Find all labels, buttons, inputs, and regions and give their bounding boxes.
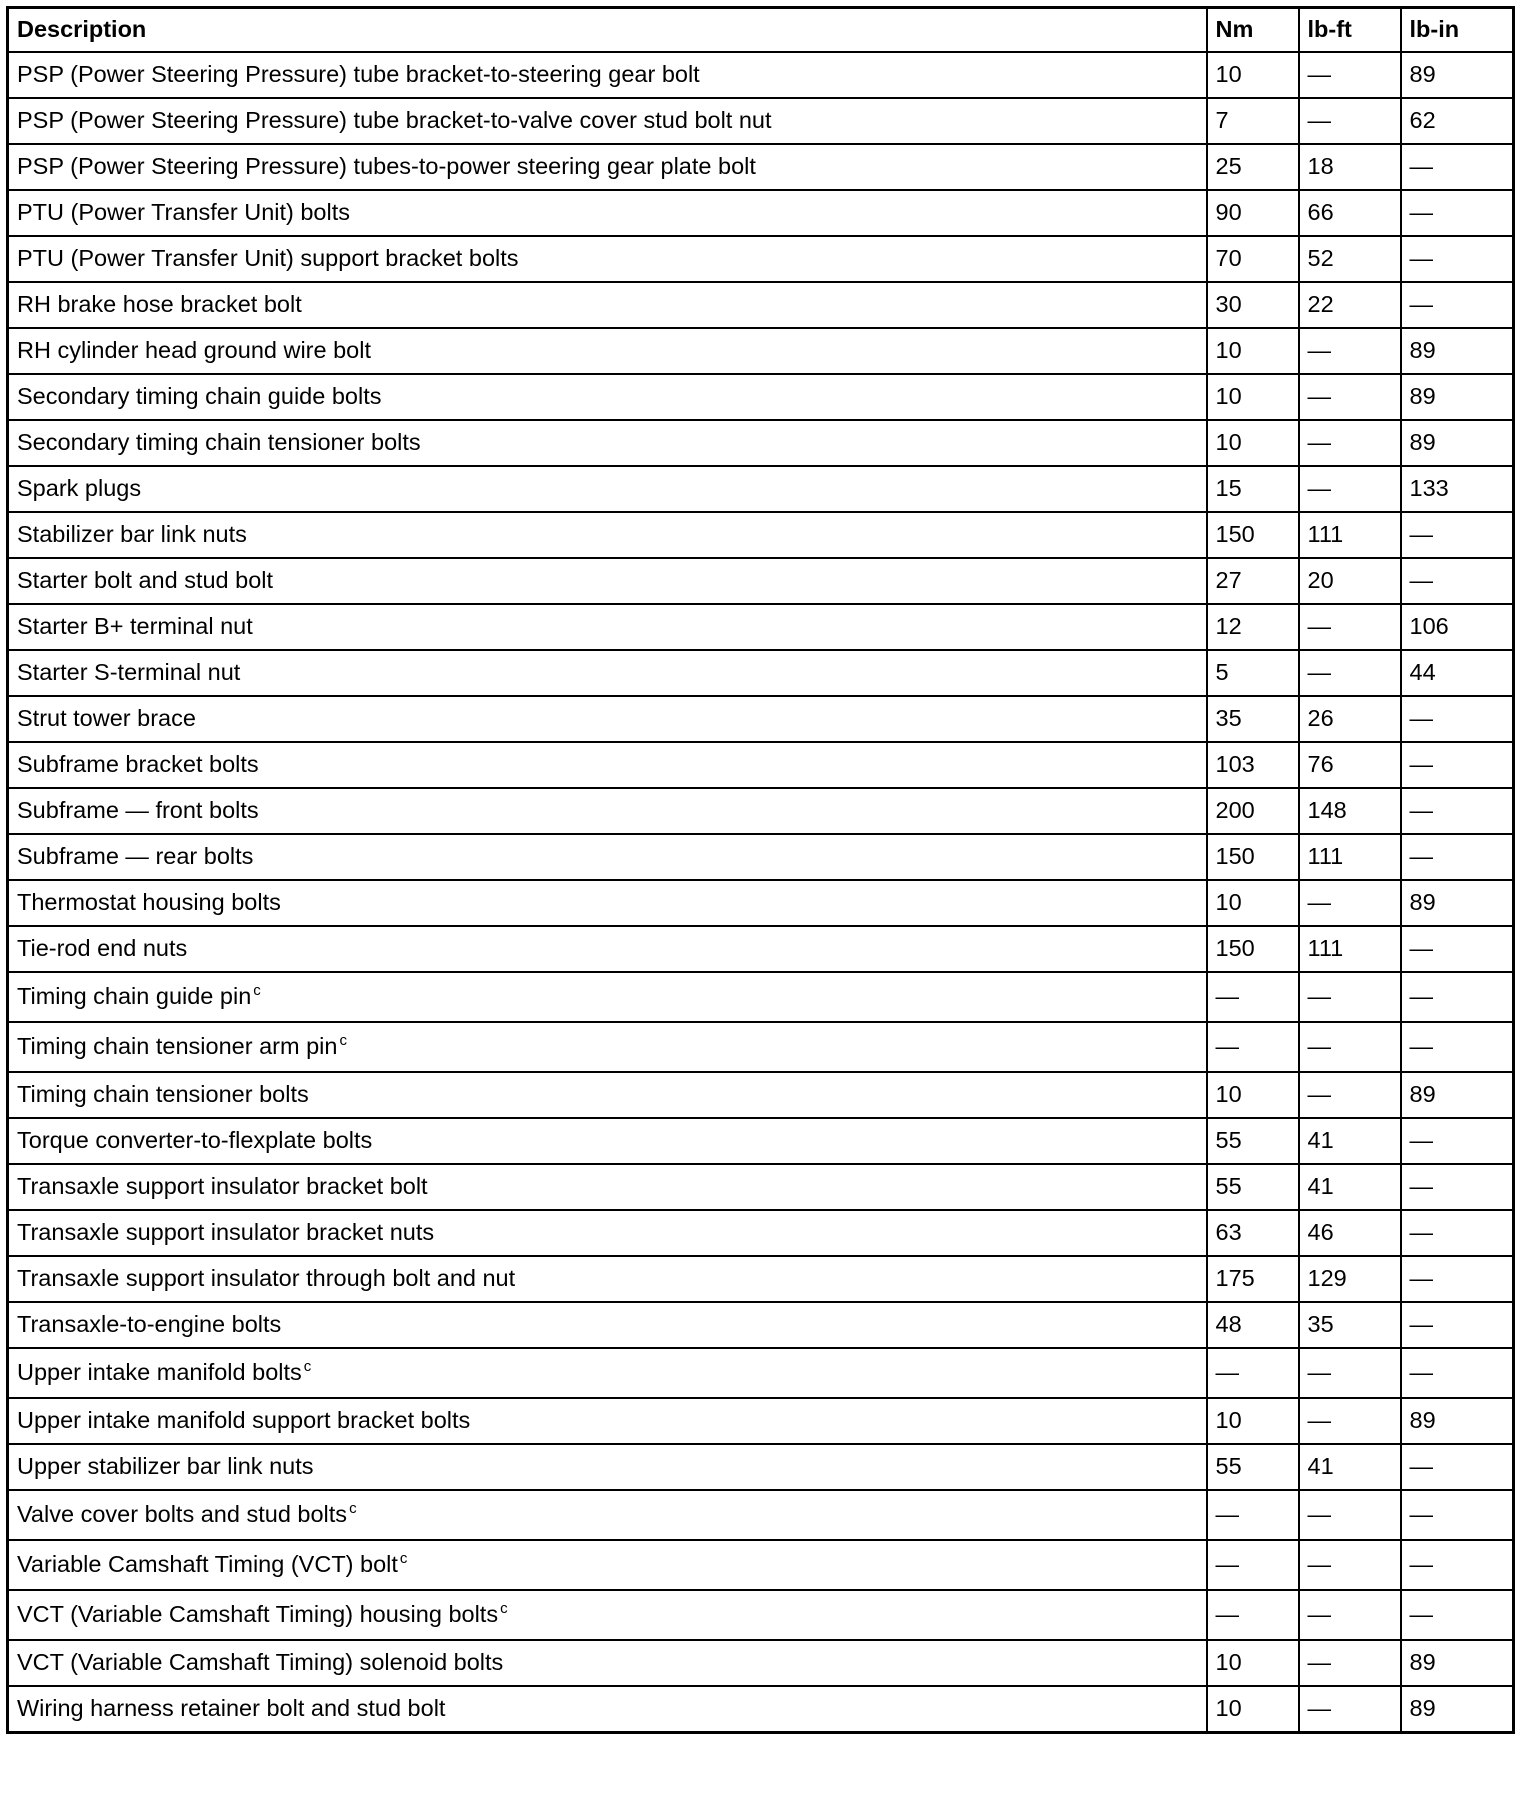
table-row xyxy=(8,696,1514,742)
description-cell xyxy=(8,190,1207,236)
nm-cell: 55 xyxy=(1207,1444,1299,1490)
description-text: Wiring harness retainer bolt and stud bolt xyxy=(17,1695,446,1722)
table-row xyxy=(8,558,1514,604)
nm-cell: 103 xyxy=(1207,742,1299,788)
description-text: PTU (Power Transfer Unit) bolts xyxy=(17,199,351,226)
lb-in-cell: — xyxy=(1401,1118,1514,1164)
lb-ft-cell: 111 xyxy=(1299,834,1401,880)
lb-ft-cell: 76 xyxy=(1299,742,1401,788)
lb-ft-cell: — xyxy=(1299,466,1401,512)
lb-in-cell: — xyxy=(1401,972,1514,1022)
nm-cell: 30 xyxy=(1207,282,1299,328)
description-text: PSP (Power Steering Pressure) tube bracket-to-valve cover stud bolt nut xyxy=(17,107,772,134)
lb-ft-cell: 41 xyxy=(1299,1444,1401,1490)
description-cell xyxy=(8,282,1207,328)
description-cell xyxy=(8,972,1207,1022)
description-cell xyxy=(8,236,1207,282)
nm-cell: 63 xyxy=(1207,1210,1299,1256)
description-text: Transaxle support insulator through bolt and nut xyxy=(17,1265,516,1292)
table-row xyxy=(8,1072,1514,1118)
table-row xyxy=(8,52,1514,98)
nm-cell: 15 xyxy=(1207,466,1299,512)
lb-in-cell: 133 xyxy=(1401,466,1514,512)
lb-in-cell: 106 xyxy=(1401,604,1514,650)
description-cell xyxy=(8,604,1207,650)
table-row xyxy=(8,650,1514,696)
description-text: Variable Camshaft Timing (VCT) bolt xyxy=(17,1551,398,1578)
lb-ft-cell: 41 xyxy=(1299,1164,1401,1210)
lb-ft-cell: — xyxy=(1299,420,1401,466)
lb-ft-cell: 111 xyxy=(1299,926,1401,972)
description-text: Spark plugs xyxy=(17,475,142,502)
lb-ft-cell: 26 xyxy=(1299,696,1401,742)
lb-in-cell: 89 xyxy=(1401,1072,1514,1118)
lb-ft-cell: — xyxy=(1299,328,1401,374)
footnote-marker: c xyxy=(339,1032,347,1050)
description-cell xyxy=(8,1348,1207,1398)
description-text: Secondary timing chain tensioner bolts xyxy=(17,429,421,456)
description-cell xyxy=(8,98,1207,144)
nm-cell: 200 xyxy=(1207,788,1299,834)
table-row xyxy=(8,604,1514,650)
table-row xyxy=(8,1686,1514,1733)
description-cell xyxy=(8,52,1207,98)
lb-ft-cell: — xyxy=(1299,1398,1401,1444)
lb-ft-cell: 66 xyxy=(1299,190,1401,236)
lb-ft-cell: — xyxy=(1299,1540,1401,1590)
description-cell xyxy=(8,1256,1207,1302)
description-cell xyxy=(8,1302,1207,1348)
lb-in-cell: — xyxy=(1401,1444,1514,1490)
description-cell xyxy=(8,1444,1207,1490)
table-row xyxy=(8,144,1514,190)
table-row xyxy=(8,788,1514,834)
description-text: PSP (Power Steering Pressure) tube bracket-to-steering gear bolt xyxy=(17,61,700,88)
description-cell xyxy=(8,466,1207,512)
description-cell xyxy=(8,696,1207,742)
lb-in-cell: — xyxy=(1401,1256,1514,1302)
lb-ft-cell: 41 xyxy=(1299,1118,1401,1164)
lb-ft-cell: — xyxy=(1299,650,1401,696)
table-body xyxy=(8,52,1514,1733)
nm-cell: — xyxy=(1207,1490,1299,1540)
lb-ft-cell: — xyxy=(1299,1686,1401,1733)
description-text: Secondary timing chain guide bolts xyxy=(17,383,382,410)
column-header-nm: Nm xyxy=(1207,8,1299,53)
lb-in-cell: — xyxy=(1401,1348,1514,1398)
nm-cell: 150 xyxy=(1207,834,1299,880)
footnote-marker: c xyxy=(500,1600,508,1618)
lb-in-cell: — xyxy=(1401,926,1514,972)
lb-in-cell: 89 xyxy=(1401,52,1514,98)
table-row xyxy=(8,1490,1514,1540)
nm-cell: 175 xyxy=(1207,1256,1299,1302)
lb-in-cell: — xyxy=(1401,1302,1514,1348)
nm-cell: 90 xyxy=(1207,190,1299,236)
nm-cell: 10 xyxy=(1207,880,1299,926)
nm-cell: 10 xyxy=(1207,1640,1299,1686)
description-cell xyxy=(8,742,1207,788)
lb-in-cell: — xyxy=(1401,282,1514,328)
nm-cell: 150 xyxy=(1207,512,1299,558)
column-header-description: Description xyxy=(8,8,1207,53)
description-text: RH cylinder head ground wire bolt xyxy=(17,337,371,364)
table-row xyxy=(8,1348,1514,1398)
table-row xyxy=(8,880,1514,926)
nm-cell: 25 xyxy=(1207,144,1299,190)
lb-in-cell: — xyxy=(1401,1022,1514,1072)
nm-cell: 35 xyxy=(1207,696,1299,742)
lb-in-cell: — xyxy=(1401,1164,1514,1210)
description-text: Timing chain tensioner arm pin xyxy=(17,1033,338,1060)
nm-cell: 7 xyxy=(1207,98,1299,144)
description-cell xyxy=(8,834,1207,880)
description-cell xyxy=(8,880,1207,926)
description-text: Transaxle support insulator bracket nuts xyxy=(17,1219,435,1246)
description-text: Transaxle-to-engine bolts xyxy=(17,1311,282,1338)
nm-cell: 10 xyxy=(1207,374,1299,420)
lb-in-cell: — xyxy=(1401,742,1514,788)
lb-in-cell: 89 xyxy=(1401,1640,1514,1686)
nm-cell: — xyxy=(1207,1590,1299,1640)
description-text: Starter S-terminal nut xyxy=(17,659,241,686)
description-cell xyxy=(8,512,1207,558)
lb-ft-cell: 148 xyxy=(1299,788,1401,834)
table-row xyxy=(8,1256,1514,1302)
lb-ft-cell: — xyxy=(1299,374,1401,420)
lb-in-cell: 62 xyxy=(1401,98,1514,144)
nm-cell: 55 xyxy=(1207,1118,1299,1164)
description-cell xyxy=(8,558,1207,604)
description-text: Upper intake manifold support bracket bolts xyxy=(17,1407,471,1434)
lb-in-cell: — xyxy=(1401,558,1514,604)
description-text: RH brake hose bracket bolt xyxy=(17,291,302,318)
nm-cell: 27 xyxy=(1207,558,1299,604)
description-text: VCT (Variable Camshaft Timing) housing bolts xyxy=(17,1601,499,1628)
nm-cell: 10 xyxy=(1207,52,1299,98)
table-row xyxy=(8,374,1514,420)
description-text: Transaxle support insulator bracket bolt xyxy=(17,1173,428,1200)
nm-cell: — xyxy=(1207,1022,1299,1072)
description-cell xyxy=(8,1118,1207,1164)
table-row xyxy=(8,1302,1514,1348)
table-row xyxy=(8,328,1514,374)
description-cell xyxy=(8,926,1207,972)
table-row xyxy=(8,282,1514,328)
footnote-marker: c xyxy=(253,982,261,1000)
description-text: Upper intake manifold bolts xyxy=(17,1359,302,1386)
nm-cell: — xyxy=(1207,972,1299,1022)
description-cell xyxy=(8,374,1207,420)
description-text: Upper stabilizer bar link nuts xyxy=(17,1453,314,1480)
description-cell xyxy=(8,1164,1207,1210)
description-cell xyxy=(8,1490,1207,1540)
footnote-marker: c xyxy=(399,1550,408,1568)
table-row xyxy=(8,1398,1514,1444)
description-text: PTU (Power Transfer Unit) support bracket bolts xyxy=(17,245,519,272)
table-row xyxy=(8,1640,1514,1686)
lb-ft-cell: — xyxy=(1299,880,1401,926)
table-row xyxy=(8,1118,1514,1164)
description-cell xyxy=(8,1022,1207,1072)
nm-cell: 150 xyxy=(1207,926,1299,972)
table-row xyxy=(8,98,1514,144)
table-row xyxy=(8,1444,1514,1490)
description-cell xyxy=(8,788,1207,834)
lb-in-cell: — xyxy=(1401,1590,1514,1640)
table-row xyxy=(8,1210,1514,1256)
table-row xyxy=(8,1540,1514,1590)
torque-spec-table xyxy=(6,6,1515,1734)
description-cell xyxy=(8,1686,1207,1733)
table-row xyxy=(8,1590,1514,1640)
lb-ft-cell: — xyxy=(1299,1590,1401,1640)
description-text: Strut tower brace xyxy=(17,705,196,732)
lb-in-cell: 89 xyxy=(1401,1686,1514,1733)
lb-ft-cell: 35 xyxy=(1299,1302,1401,1348)
lb-in-cell: — xyxy=(1401,696,1514,742)
description-text: PSP (Power Steering Pressure) tubes-to-power steering gear plate bolt xyxy=(17,153,756,180)
lb-ft-cell: — xyxy=(1299,1022,1401,1072)
footnote-marker: c xyxy=(303,1358,312,1376)
lb-ft-cell: 20 xyxy=(1299,558,1401,604)
description-cell xyxy=(8,1540,1207,1590)
lb-in-cell: — xyxy=(1401,144,1514,190)
table-row xyxy=(8,512,1514,558)
lb-ft-cell: 22 xyxy=(1299,282,1401,328)
nm-cell: 10 xyxy=(1207,1398,1299,1444)
lb-ft-cell: — xyxy=(1299,1348,1401,1398)
lb-in-cell: — xyxy=(1401,1210,1514,1256)
description-text: Timing chain guide pin xyxy=(17,983,252,1010)
description-text: Tie-rod end nuts xyxy=(17,935,188,962)
column-header-lb-in: lb-in xyxy=(1401,8,1514,53)
nm-cell: 5 xyxy=(1207,650,1299,696)
lb-in-cell: — xyxy=(1401,834,1514,880)
lb-ft-cell: — xyxy=(1299,52,1401,98)
table-row xyxy=(8,742,1514,788)
lb-ft-cell: 111 xyxy=(1299,512,1401,558)
description-cell xyxy=(8,420,1207,466)
description-text: Torque converter-to-flexplate bolts xyxy=(17,1127,373,1154)
description-text: Thermostat housing bolts xyxy=(17,889,281,916)
description-cell xyxy=(8,650,1207,696)
description-text: Valve cover bolts and stud bolts xyxy=(17,1501,348,1528)
lb-ft-cell: — xyxy=(1299,98,1401,144)
nm-cell: 10 xyxy=(1207,420,1299,466)
description-text: Subframe — front bolts xyxy=(17,797,259,824)
description-text: Starter B+ terminal nut xyxy=(17,613,253,640)
table-header xyxy=(8,8,1514,53)
table-row xyxy=(8,972,1514,1022)
column-header-lb-ft: lb-ft xyxy=(1299,8,1401,53)
lb-ft-cell: 52 xyxy=(1299,236,1401,282)
footnote-marker: c xyxy=(349,1500,357,1518)
description-text: Starter bolt and stud bolt xyxy=(17,567,274,594)
lb-ft-cell: 46 xyxy=(1299,1210,1401,1256)
header-row xyxy=(8,8,1514,53)
table-row xyxy=(8,190,1514,236)
nm-cell: 10 xyxy=(1207,1072,1299,1118)
lb-in-cell: — xyxy=(1401,1490,1514,1540)
lb-ft-cell: — xyxy=(1299,604,1401,650)
lb-ft-cell: 18 xyxy=(1299,144,1401,190)
table-row xyxy=(8,926,1514,972)
table-row xyxy=(8,1164,1514,1210)
lb-in-cell: 89 xyxy=(1401,1398,1514,1444)
description-cell xyxy=(8,144,1207,190)
description-text: Subframe bracket bolts xyxy=(17,751,259,778)
description-cell xyxy=(8,1640,1207,1686)
description-cell xyxy=(8,1072,1207,1118)
lb-in-cell: 89 xyxy=(1401,420,1514,466)
lb-in-cell: — xyxy=(1401,788,1514,834)
description-cell xyxy=(8,328,1207,374)
description-text: Timing chain tensioner bolts xyxy=(17,1081,309,1108)
lb-in-cell: 89 xyxy=(1401,880,1514,926)
description-cell xyxy=(8,1398,1207,1444)
table-row xyxy=(8,1022,1514,1072)
lb-in-cell: — xyxy=(1401,512,1514,558)
nm-cell: 12 xyxy=(1207,604,1299,650)
nm-cell: 10 xyxy=(1207,1686,1299,1733)
nm-cell: — xyxy=(1207,1540,1299,1590)
lb-in-cell: 89 xyxy=(1401,374,1514,420)
lb-ft-cell: — xyxy=(1299,1072,1401,1118)
table-row xyxy=(8,466,1514,512)
description-text: Stabilizer bar link nuts xyxy=(17,521,247,548)
nm-cell: 70 xyxy=(1207,236,1299,282)
lb-in-cell: 89 xyxy=(1401,328,1514,374)
lb-in-cell: — xyxy=(1401,1540,1514,1590)
table-row xyxy=(8,236,1514,282)
lb-ft-cell: — xyxy=(1299,972,1401,1022)
lb-ft-cell: 129 xyxy=(1299,1256,1401,1302)
description-text: VCT (Variable Camshaft Timing) solenoid bolts xyxy=(17,1649,504,1676)
lb-ft-cell: — xyxy=(1299,1640,1401,1686)
table-row xyxy=(8,420,1514,466)
lb-in-cell: 44 xyxy=(1401,650,1514,696)
description-cell xyxy=(8,1210,1207,1256)
lb-ft-cell: — xyxy=(1299,1490,1401,1540)
description-text: Subframe — rear bolts xyxy=(17,843,254,870)
description-cell xyxy=(8,1590,1207,1640)
nm-cell: 55 xyxy=(1207,1164,1299,1210)
nm-cell: 10 xyxy=(1207,328,1299,374)
lb-in-cell: — xyxy=(1401,236,1514,282)
nm-cell: 48 xyxy=(1207,1302,1299,1348)
lb-in-cell: — xyxy=(1401,190,1514,236)
table-row xyxy=(8,834,1514,880)
nm-cell: — xyxy=(1207,1348,1299,1398)
